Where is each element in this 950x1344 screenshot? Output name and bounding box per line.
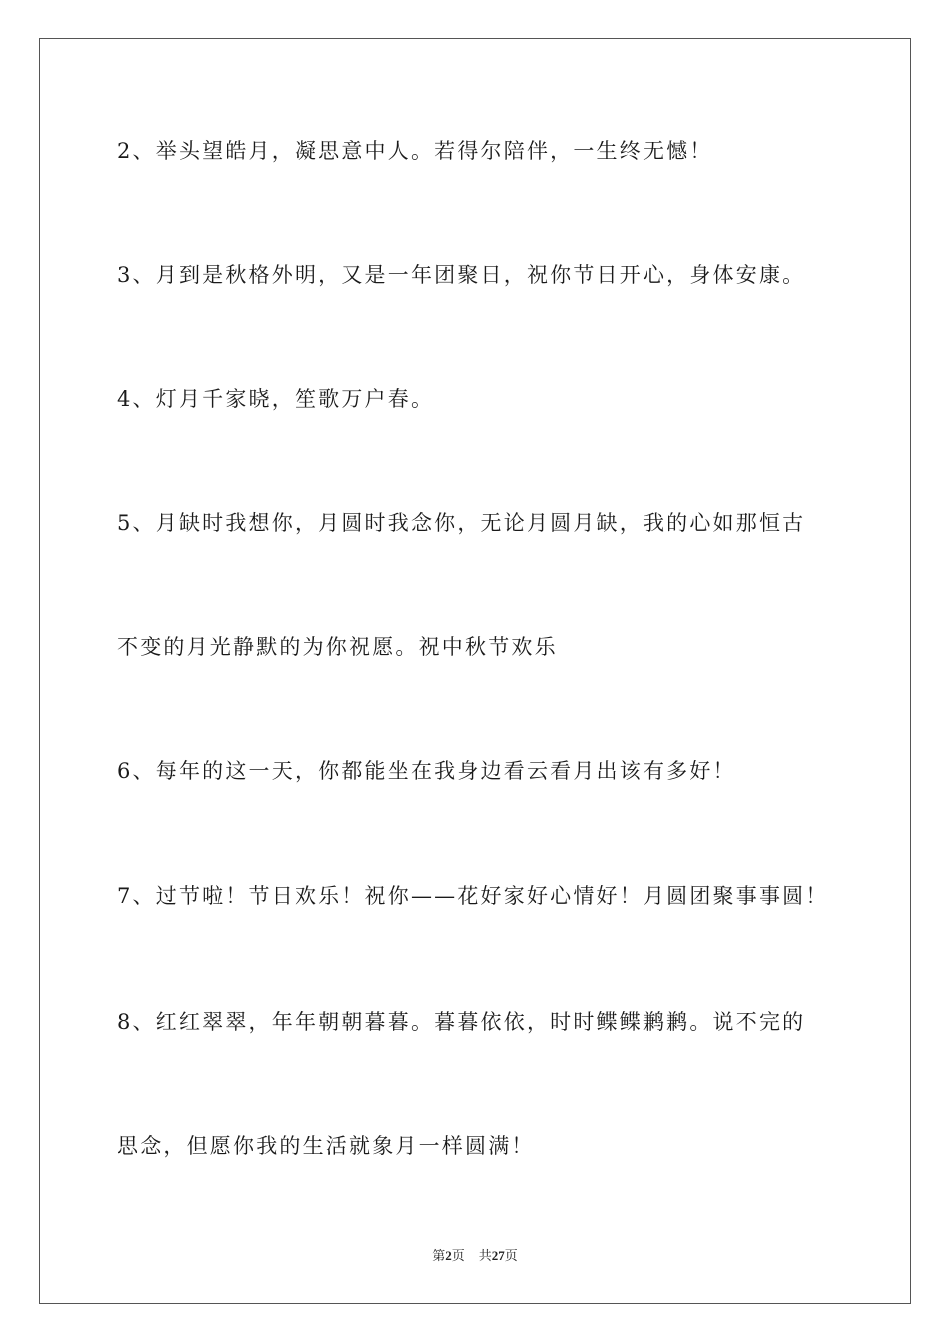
text-line: 3、月到是秋格外明，又是一年团聚日，祝你节日开心，身体安康。	[117, 263, 806, 287]
text-line: 2、举头望皓月，凝思意中人。若得尔陪伴，一生终无憾！	[117, 139, 713, 163]
text-line: 8、红红翠翠，年年朝朝暮暮。暮暮依依，时时鲽鲽鹣鹣。说不完的	[117, 1010, 806, 1034]
text-line: 4、灯月千家晓，笙歌万户春。	[117, 387, 435, 411]
page-total: 共27页	[478, 1248, 518, 1264]
page-number: 第2页	[432, 1248, 465, 1264]
text-line: 思念，但愿你我的生活就象月一样圆满！	[117, 1134, 535, 1158]
text-line: 7、过节啦！节日欢乐！祝你——花好家好心情好！月圆团聚事事圆！	[117, 884, 829, 908]
text-line: 5、月缺时我想你，月圆时我念你，无论月圆月缺，我的心如那恒古	[117, 511, 806, 535]
page-border	[39, 38, 911, 1304]
text-line: 6、每年的这一天，你都能坐在我身边看云看月出该有多好！	[117, 759, 736, 783]
page-footer	[0, 1248, 950, 1265]
text-line: 不变的月光静默的为你祝愿。祝中秋节欢乐	[117, 635, 558, 659]
